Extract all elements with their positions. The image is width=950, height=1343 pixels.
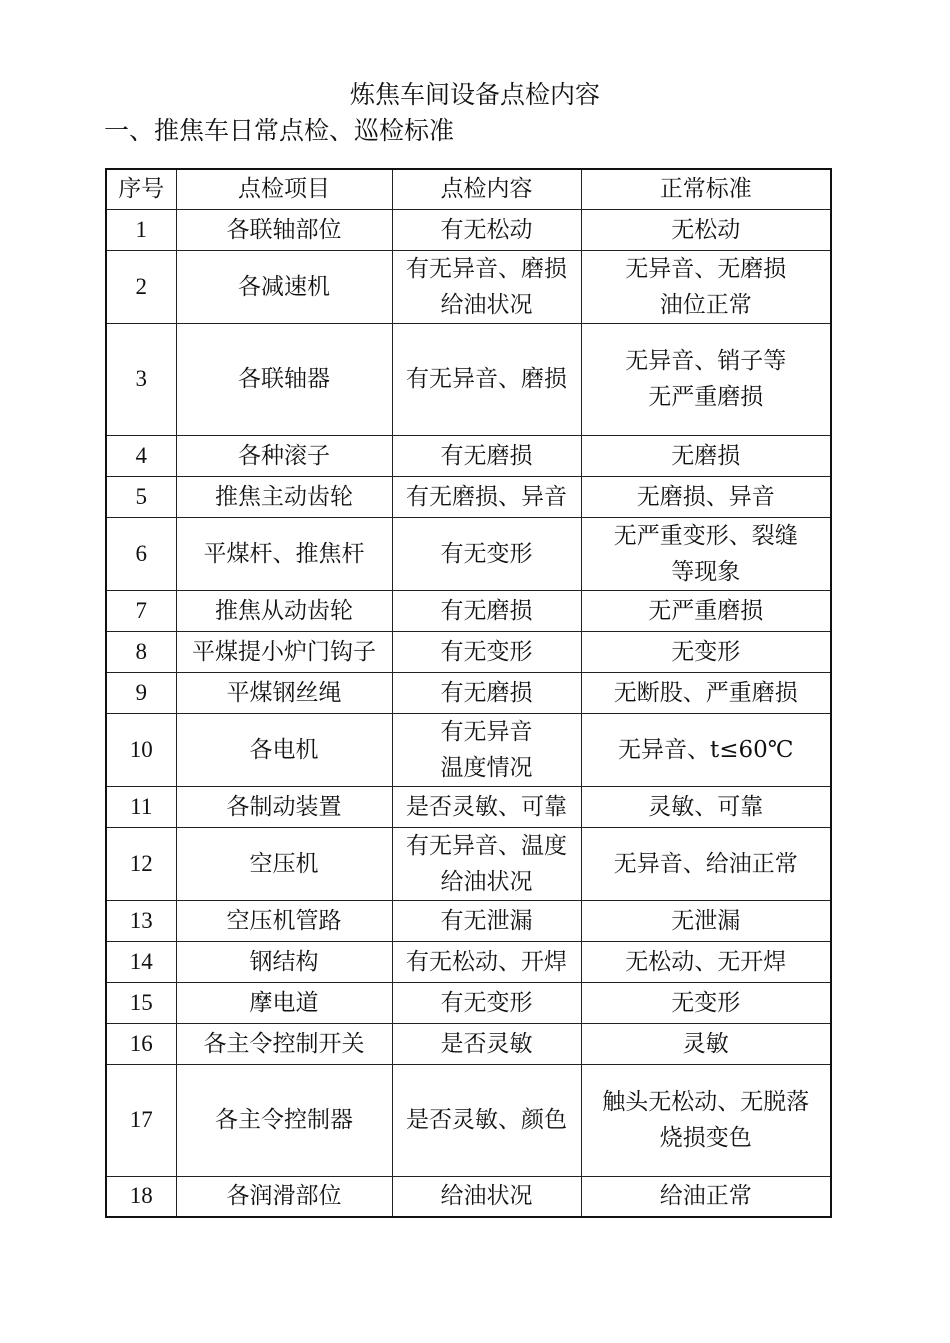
check-item: 空压机 [176,827,392,900]
table-row [106,1176,831,1217]
table-row [106,323,831,435]
header-content: 点检内容 [392,169,581,209]
check-content-line: 是否灵敏 [440,1030,533,1057]
row-number: 13 [106,900,176,941]
check-item: 各种滚子 [176,435,392,476]
check-item: 各主令控制开关 [176,1023,392,1064]
check-content [392,250,581,323]
check-item: 各主令控制器 [176,1064,392,1176]
check-item: 各制动装置 [176,786,392,827]
check-content [392,982,581,1023]
normal-standard [581,827,831,900]
check-content-line: 有无变形 [440,638,533,665]
normal-standard-line: 无异音、给油正常 [613,850,798,877]
table-row [106,1064,831,1176]
normal-standard [581,672,831,713]
table-row [106,517,831,590]
row-number: 9 [106,672,176,713]
check-item: 平煤提小炉门钩子 [176,631,392,672]
table-row [106,476,831,517]
table-row [106,786,831,827]
check-content [392,476,581,517]
check-content [392,631,581,672]
check-content-line: 给油状况 [440,868,533,895]
check-content [392,827,581,900]
normal-standard-line: 无变形 [671,638,741,665]
check-content-line: 有无磨损、异音 [406,483,567,510]
check-content [392,1176,581,1217]
check-item: 各联轴部位 [176,209,392,250]
normal-standard [581,323,831,435]
row-number: 5 [106,476,176,517]
row-number: 1 [106,209,176,250]
check-content-line: 是否灵敏、颜色 [406,1107,567,1133]
normal-standard [581,1023,831,1064]
check-content-line: 有无变形 [440,540,533,567]
check-content-line: 给油状况 [440,291,533,318]
row-number: 12 [106,827,176,900]
check-content [392,323,581,435]
row-number: 14 [106,941,176,982]
normal-standard [581,786,831,827]
section-title: 一、推焦车日常点检、巡检标准 [104,116,455,145]
row-number: 10 [106,713,176,786]
check-content-line: 有无异音 [440,718,533,745]
check-item: 各联轴器 [176,323,392,435]
inspection-table [105,168,832,1218]
header-no: 序号 [106,169,176,209]
table-row [106,941,831,982]
normal-standard-line: 无松动、无开焊 [625,948,787,975]
check-content-line: 有无异音、磨损 [406,366,567,392]
normal-standard-line: 灵敏 [682,1030,729,1057]
table-row [106,631,831,672]
normal-standard [581,631,831,672]
row-number: 7 [106,590,176,631]
row-number: 4 [106,435,176,476]
check-item: 钢结构 [176,941,392,982]
normal-standard [581,1176,831,1217]
row-number: 6 [106,517,176,590]
normal-standard [581,590,831,631]
check-content-line: 给油状况 [440,1183,533,1210]
row-number: 2 [106,250,176,323]
check-item: 平煤杆、推焦杆 [176,517,392,590]
check-content-line: 有无磨损 [440,442,533,469]
check-content [392,900,581,941]
normal-standard [581,713,831,786]
check-content [392,941,581,982]
normal-standard-line: 无异音、t≤60℃ [617,736,794,763]
check-content [392,517,581,590]
normal-standard-line: 无变形 [671,989,741,1016]
document-title: 炼焦车间设备点检内容 [349,80,600,109]
normal-standard [581,982,831,1023]
header-standard: 正常标准 [581,169,831,209]
table-row [106,982,831,1023]
check-content [392,590,581,631]
check-content-line: 有无磨损 [440,679,533,706]
check-content-line: 有无异音、温度 [406,832,567,859]
normal-standard-line: 无断股、严重磨损 [613,679,798,706]
table-row [106,713,831,786]
table-row [106,250,831,323]
check-item: 摩电道 [176,982,392,1023]
normal-standard-line: 触头无松动、无脱落 [602,1089,810,1115]
check-item: 空压机管路 [176,900,392,941]
check-content-line: 有无松动、开焊 [406,948,567,975]
header-item: 点检项目 [176,169,392,209]
check-item: 各电机 [176,713,392,786]
normal-standard [581,250,831,323]
check-content [392,713,581,786]
normal-standard-line: 无异音、销子等 [625,348,787,374]
check-item: 各润滑部位 [176,1176,392,1217]
table-row [106,827,831,900]
row-number: 16 [106,1023,176,1064]
check-item: 各减速机 [176,250,392,323]
check-item: 推焦主动齿轮 [176,476,392,517]
row-number: 17 [106,1064,176,1176]
normal-standard-line: 无严重磨损 [648,384,764,410]
normal-standard-line: 等现象 [671,558,741,585]
check-content-line: 温度情况 [440,754,533,781]
check-content [392,786,581,827]
normal-standard-line: 无异音、无磨损 [625,255,787,282]
normal-standard-line: 无泄漏 [671,907,741,934]
check-content [392,672,581,713]
row-number: 3 [106,323,176,435]
check-content [392,209,581,250]
table-row [106,1023,831,1064]
table-row [106,672,831,713]
check-content-line: 有无磨损 [440,597,533,624]
check-content [392,435,581,476]
normal-standard [581,435,831,476]
normal-standard [581,517,831,590]
row-number: 11 [106,786,176,827]
check-content-line: 有无异音、磨损 [406,255,567,282]
normal-standard [581,209,831,250]
table-row [106,435,831,476]
check-content [392,1064,581,1176]
normal-standard-line: 无严重磨损 [648,597,764,624]
table-header-row [106,169,831,209]
check-content [392,1023,581,1064]
normal-standard-line: 无磨损、异音 [636,483,775,510]
table-row [106,209,831,250]
normal-standard [581,476,831,517]
normal-standard-line: 无磨损 [671,442,741,469]
normal-standard [581,941,831,982]
row-number: 15 [106,982,176,1023]
row-number: 8 [106,631,176,672]
check-item: 平煤钢丝绳 [176,672,392,713]
normal-standard [581,1064,831,1176]
normal-standard-line: 油位正常 [659,291,752,318]
normal-standard-line: 烧损变色 [659,1125,752,1151]
normal-standard [581,900,831,941]
normal-standard-line: 无严重变形、裂缝 [613,522,798,549]
check-content-line: 有无变形 [440,989,533,1016]
check-content-line: 是否灵敏、可靠 [406,793,567,820]
table-body [106,209,831,1217]
check-content-line: 有无松动 [440,216,533,243]
check-content-line: 有无泄漏 [440,907,533,934]
normal-standard-line: 无松动 [671,216,741,243]
check-item: 推焦从动齿轮 [176,590,392,631]
table-row [106,590,831,631]
row-number: 18 [106,1176,176,1217]
normal-standard-line: 灵敏、可靠 [648,793,764,820]
normal-standard-line: 给油正常 [659,1183,752,1210]
table-row [106,900,831,941]
